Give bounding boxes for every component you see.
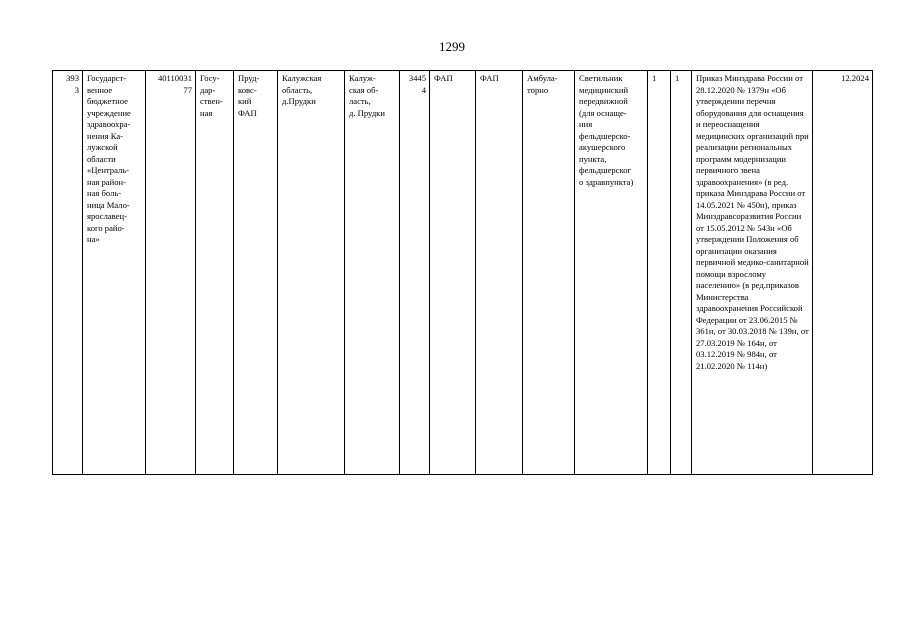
- equipment-table: [52, 70, 873, 475]
- cell-code: 40110031 77: [146, 71, 196, 475]
- cell-ownership: Госу- дар- ствен- ная: [196, 71, 234, 475]
- cell-address: Калужская область, д.Прудки: [278, 71, 345, 475]
- cell-unit: Пруд- ковс- кий ФАП: [234, 71, 278, 475]
- cell-qty1: 1: [648, 71, 671, 475]
- cell-date: 12.2024: [813, 71, 873, 475]
- cell-care-type: Амбула- торно: [523, 71, 575, 475]
- cell-index: 393 3: [53, 71, 83, 475]
- cell-oktmo: 3445 4: [400, 71, 430, 475]
- page-number: 1299: [439, 39, 465, 54]
- cell-type1: ФАП: [430, 71, 476, 475]
- cell-organization: Государст- венное бюджетное учреждение здравоохра- нения Ка- лужской области «Централь- ная район- ная боль- ница Мало- ярославец- кого райо- на»: [83, 71, 146, 475]
- cell-basis: Приказ Минздрава России от 28.12.2020 № 1379н «Об утверждении перечня оборудования для оснащения и переоснащения медицинских организаций при реализации региональных программ модернизации первичного звена здравоохранения» (в ред. приказа Минздрава России от 14.05.2021 № 450н), приказ Минздравсоразвития России от 15.05.2012 № 543н «Об утверждении Положения об организации оказания первичной медико-санитарной помощи взрослому населению» (в ред.приказов Министерства здравоохранения Российской Федерации от 23.06.2015 № 361н, от 30.03.2018 № 139н, от 27.03.2019 № 164н, от 03.12.2019 № 984н, от 21.02.2020 № 114н): [692, 71, 813, 475]
- table-row: [53, 71, 873, 475]
- cell-address-alt: Калуж- ская об- ласть, д. Прудки: [345, 71, 400, 475]
- cell-type2: ФАП: [476, 71, 523, 475]
- cell-qty2: 1: [671, 71, 692, 475]
- cell-equipment: Светильник медицинский передвижной (для оснаще- ния фельдшерско- акушерского пункта, фельдшерског о здравпункта): [575, 71, 648, 475]
